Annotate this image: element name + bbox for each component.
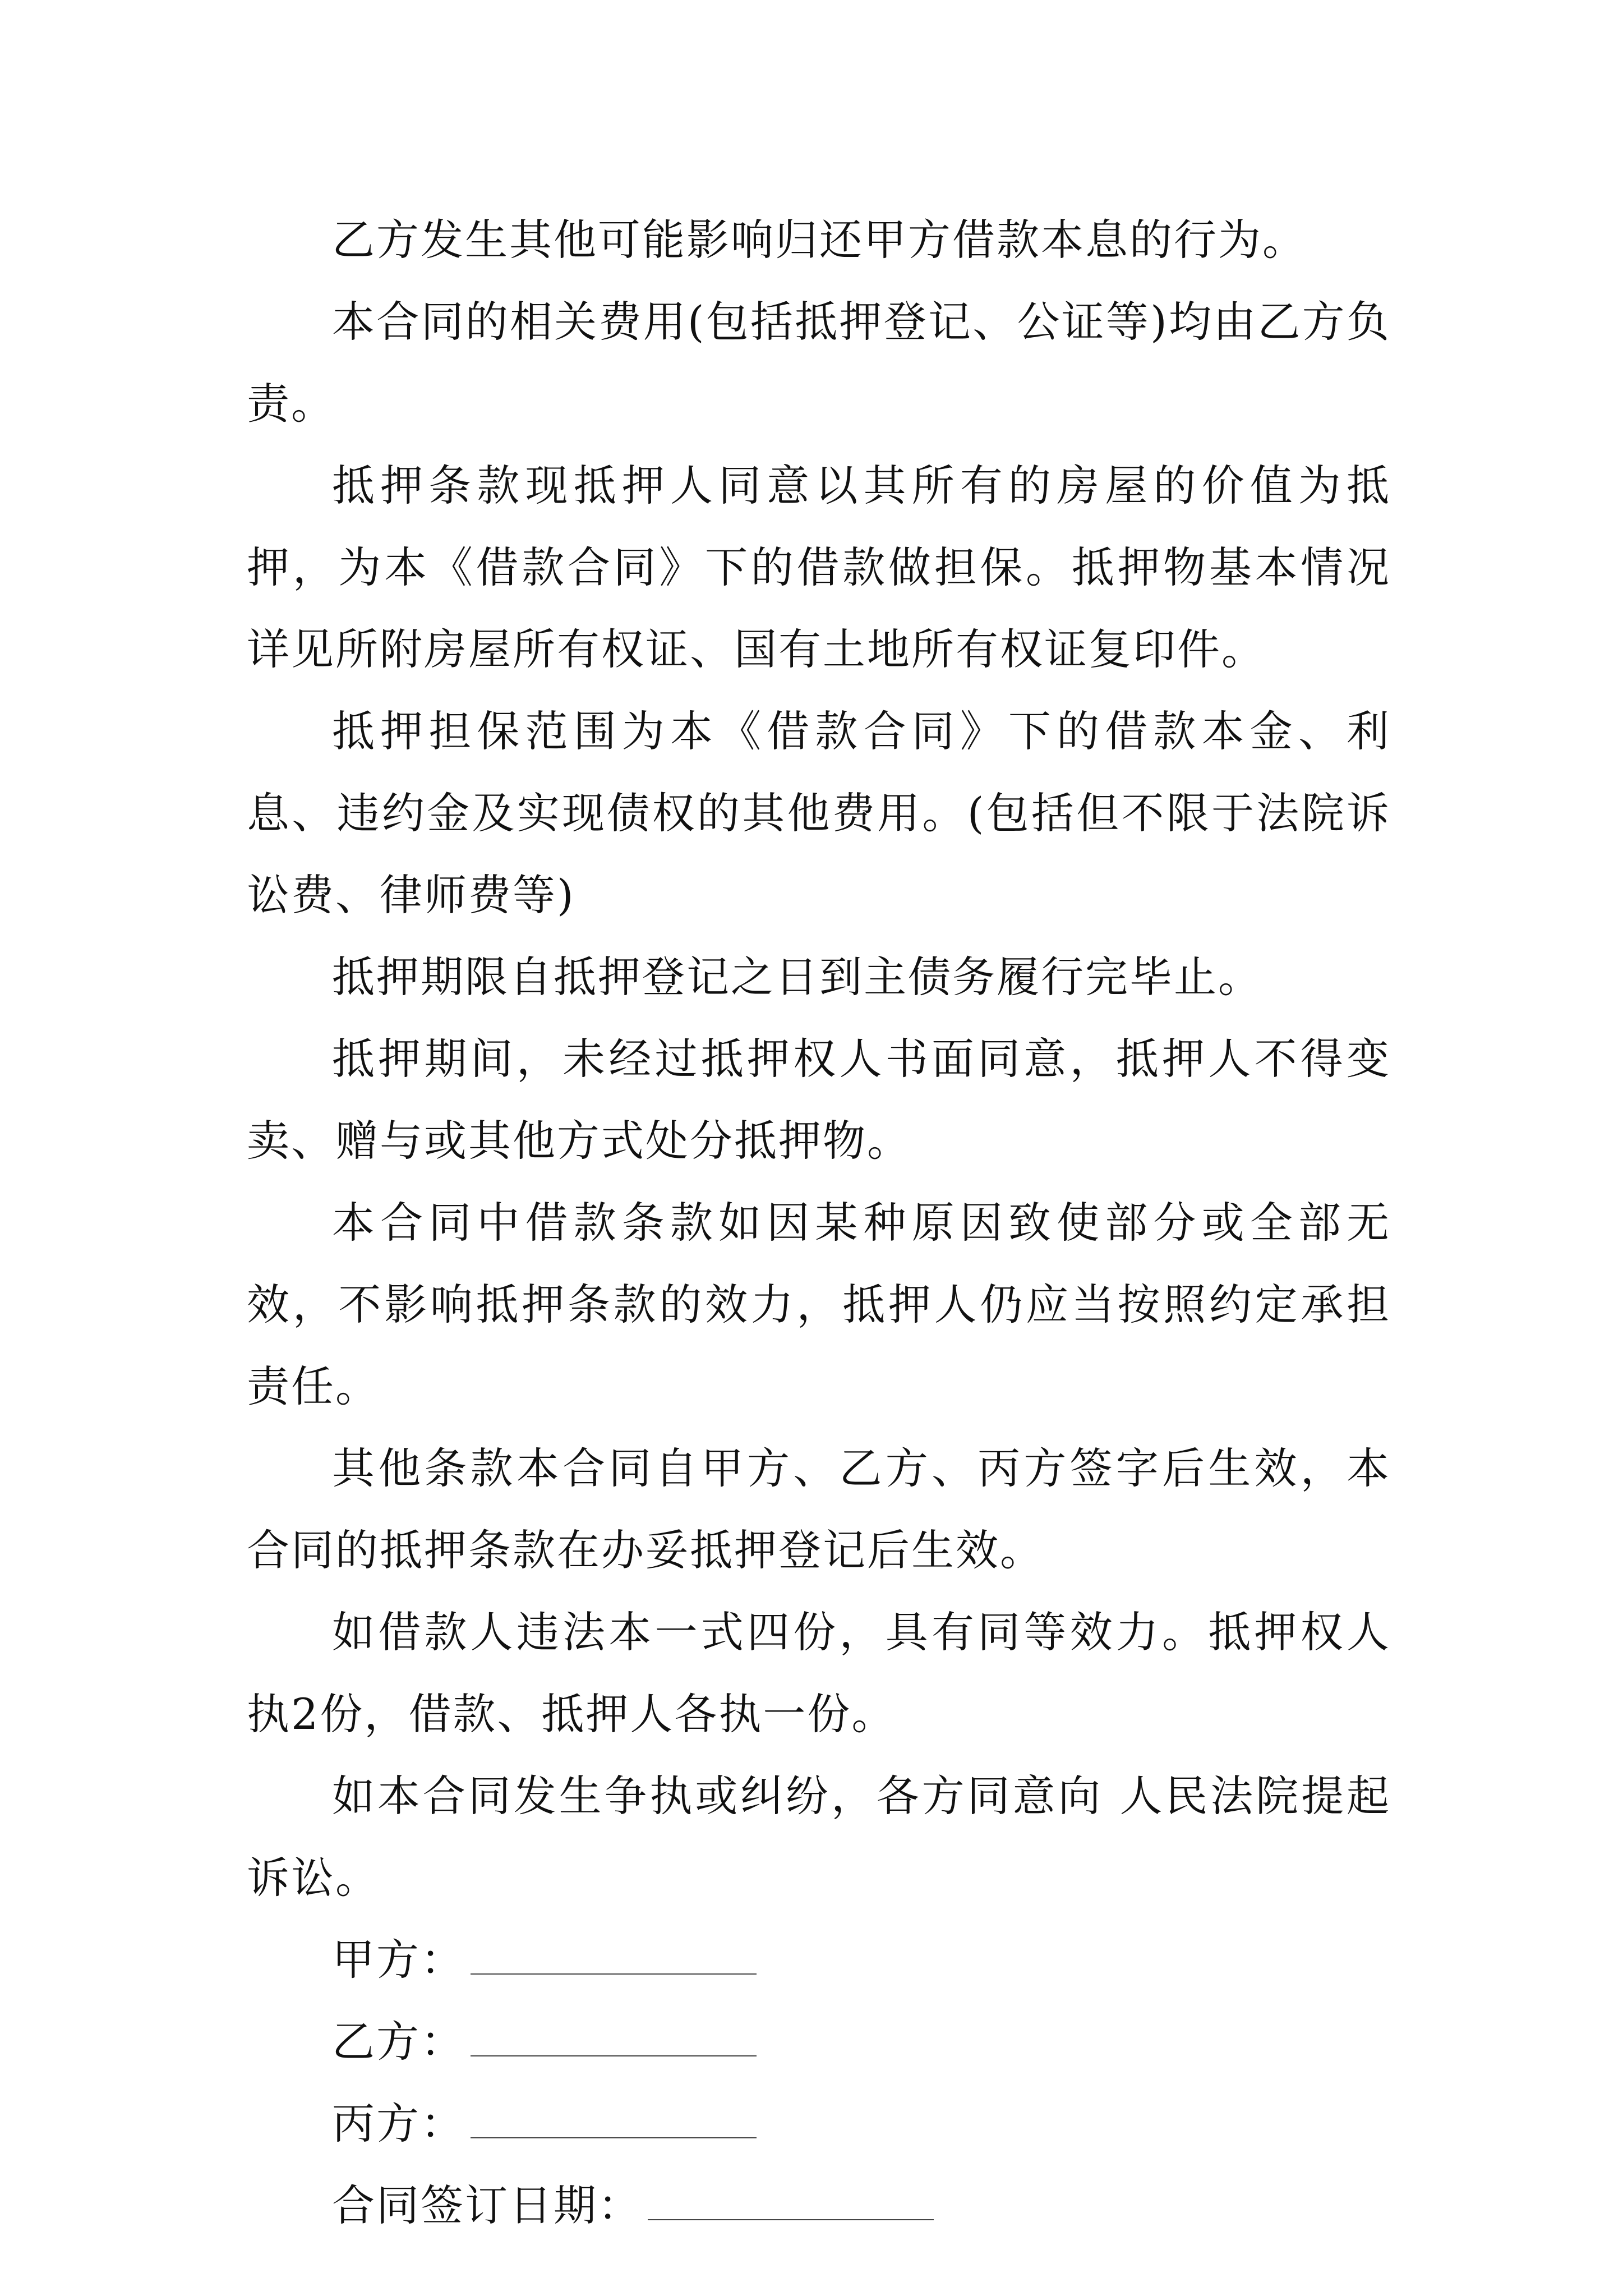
signature-party-c [247,2083,1391,2165]
sign-date-label: 合同签订日期： [332,2180,642,2230]
paragraph-dispute: 如本合同发生争执或纠纷，各方同意向 人民法院提起诉讼。 [247,1771,1391,1903]
party-c-label: 丙方： [332,2099,465,2148]
party-c-signature-blank [471,2104,757,2138]
signature-party-b [247,2001,1391,2083]
document-body [247,199,1391,2247]
sign-date-blank [648,2185,934,2220]
paragraph-mortgage-term: 抵押期限自抵押登记之日到主债务履行完毕止。 [332,952,1262,1002]
signature-party-a [247,1919,1391,2001]
party-a-label: 甲方： [332,1935,465,1985]
paragraph-effectiveness: 其他条款本合同自甲方、乙方、丙方签字后生效，本合同的抵押条款在办妥抵押登记后生效。 [247,1443,1391,1575]
paragraph-validity: 本合同中借款条款如因某种原因致使部分或全部无效，不影响抵押条款的效力，抵押人仍应当按照约定承担责任。 [247,1198,1391,1411]
party-b-signature-blank [471,2022,757,2056]
signature-date [247,2165,1391,2247]
paragraph-disposal-restriction: 抵押期间，未经过抵押权人书面同意，抵押人不得变卖、赠与或其他方式处分抵押物。 [247,1034,1391,1166]
party-b-label: 乙方： [332,2017,465,2067]
paragraph-guarantee-scope: 抵押担保范围为本《借款合同》下的借款本金、利息、违约金及实现债权的其他费用。(包括但不限于法院诉讼费、律师费等) [247,706,1391,920]
paragraph-repayment-risk: 乙方发生其他可能影响归还甲方借款本息的行为。 [332,215,1307,265]
paragraph-fees: 本合同的相关费用(包括抵押登记、公证等)均由乙方负责。 [247,297,1391,429]
paragraph-mortgage-clause: 抵押条款现抵押人同意以其所有的房屋的价值为抵押，为本《借款合同》下的借款做担保。抵押物基本情况详见所附房屋所有权证、国有土地所有权证复印件。 [247,461,1391,674]
paragraph-copies: 如借款人违法本一式四份，具有同等效力。抵押权人执2份，借款、抵押人各执一份。 [247,1607,1391,1739]
party-a-signature-blank [471,1940,757,1975]
